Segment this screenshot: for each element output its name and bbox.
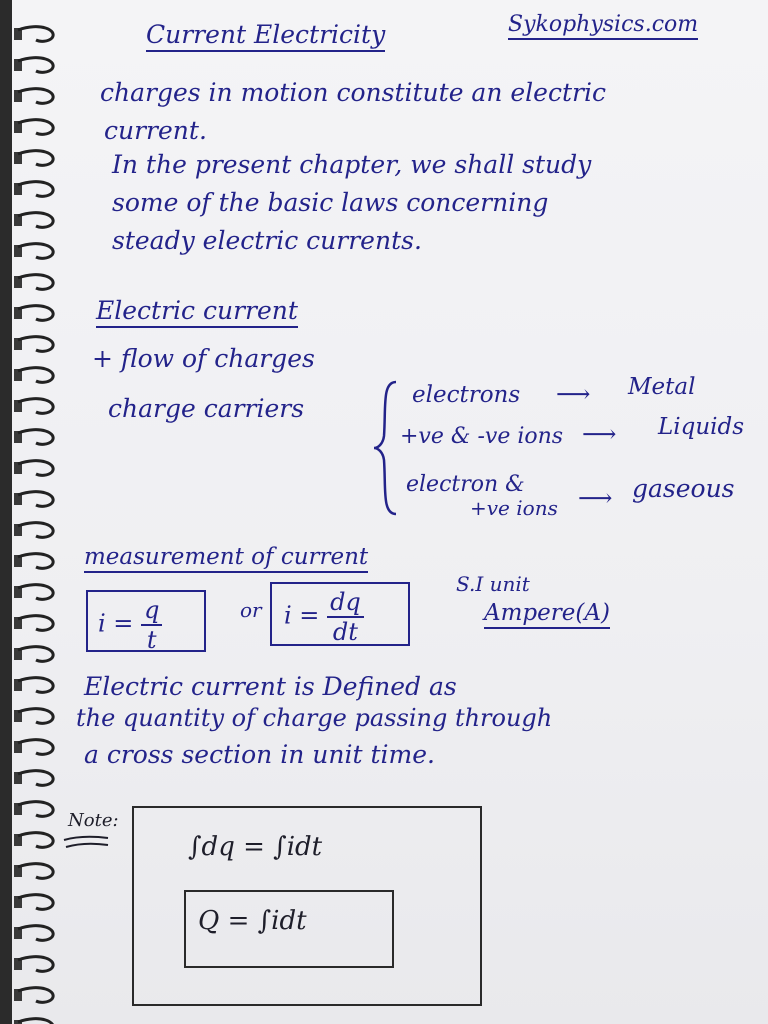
formula-box-2 [270,582,410,646]
binding-ring [18,89,53,104]
carrier-electrons: electrons [412,382,521,408]
carrier-electron-and: electron & [406,472,525,497]
bullet-flow-of-charges: + flow of charges [92,344,315,373]
carrier-positive-ions: +ve ions [470,496,558,520]
plus-bullet-icon: + [92,344,121,373]
binding-ring [18,430,53,445]
section-heading-electric-current: Electric current [96,296,298,325]
intro-line-4: some of the basic laws concerning [112,188,549,217]
binding-ring [18,337,53,352]
curly-brace-icon [370,378,400,518]
binding-ring [18,802,53,817]
arrow-icon: ⟶ [582,420,617,448]
medium-metal: Metal [628,374,696,400]
intro-line-1: charges in motion constitute an electric [100,78,606,107]
binding-ring [18,895,53,910]
binding-ring [18,554,53,569]
binding-ring [18,461,53,476]
binding-ring [18,523,53,538]
carrier-ions: +ve & -ve ions [400,424,564,449]
binding-ring [18,492,53,507]
binding-ring [18,1019,53,1024]
binding-ring [18,957,53,972]
si-unit-label: S.I unit [456,572,530,596]
definition-line-3: a cross section in unit time. [84,740,435,769]
binding-ring [18,306,53,321]
binding-ring [18,988,53,1003]
section-heading-measurement: measurement of current [84,544,368,570]
binding-ring [18,647,53,662]
binding-ring [18,709,53,724]
binding-ring [18,151,53,166]
page-title: Current Electricity [146,20,385,49]
note-label: Note: [68,810,119,831]
binding-ring [18,368,53,383]
binding-ring [18,27,53,42]
binding-ring [18,585,53,600]
site-name: Sykophysics.com [508,12,698,37]
binding-ring [18,275,53,290]
binding-ring [18,399,53,414]
binding-ring [18,213,53,228]
binding-ring [18,58,53,73]
arrow-icon: ⟶ [556,380,591,408]
binding-ring [18,740,53,755]
binding-ring [18,833,53,848]
formula-box-1 [86,590,206,652]
spiral-binding [0,0,62,1024]
medium-gaseous: gaseous [632,474,735,503]
note-underline [62,834,112,850]
binding-ring [18,244,53,259]
binding-ring [18,864,53,879]
note-equation-2: Q = ∫idt [198,906,307,936]
note-equation-1: ∫dq = ∫idt [188,832,323,862]
intro-line-5: steady electric currents. [112,226,422,255]
binding-ring [18,616,53,631]
intro-line-3: In the present chapter, we shall study [112,150,592,179]
binding-ring [18,771,53,786]
definition-line-2: the quantity of charge passing through [76,704,553,732]
arrow-icon: ⟶ [578,484,613,512]
formula-1: i = $\frac{q}{t}$ [98,598,162,652]
charge-carriers-label: charge carriers [108,394,305,423]
definition-line-1: Electric current is Defined as [84,672,457,701]
binding-ring [18,926,53,941]
binding-ring [18,182,53,197]
si-unit-value: Ampere(A) [484,600,610,626]
binding-ring [18,678,53,693]
intro-line-2: current. [104,116,207,145]
binding-ring [18,120,53,135]
formula-2: i = $\frac{dq}{dt}$ [284,590,364,644]
or-connector: or [240,598,262,622]
medium-liquids: Liquids [658,414,745,440]
